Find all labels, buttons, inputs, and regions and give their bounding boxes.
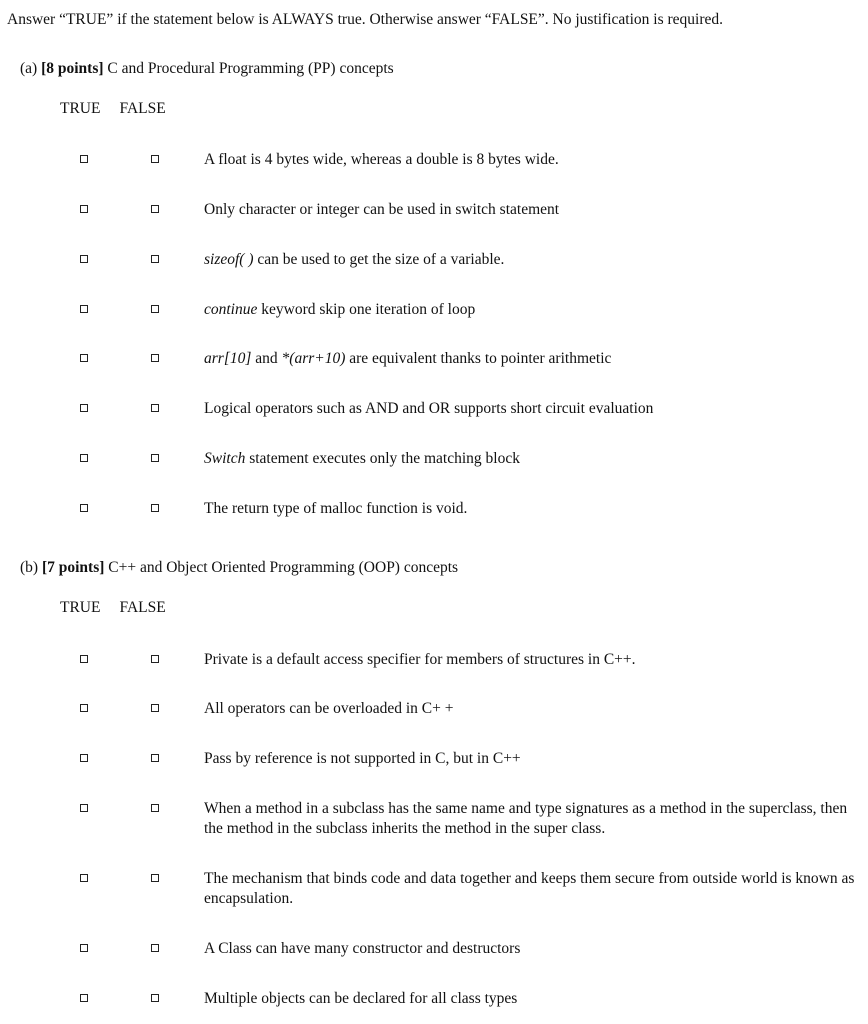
false-checkbox[interactable] xyxy=(151,754,159,762)
statement-text: Logical operators such as AND and OR supports short circuit evaluation xyxy=(204,400,654,417)
false-checkbox[interactable] xyxy=(151,655,159,663)
true-column-label: TRUE xyxy=(60,599,101,616)
statement-text: All operators can be overloaded in C+ + xyxy=(204,700,454,717)
true-checkbox[interactable] xyxy=(80,255,88,263)
section-b-label: (b) xyxy=(20,559,39,576)
false-checkbox[interactable] xyxy=(151,504,159,512)
statement-text: Switch statement executes only the matching block xyxy=(204,450,520,467)
section-a-heading: C and Procedural Programming (PP) concepts xyxy=(107,60,394,77)
false-checkbox[interactable] xyxy=(151,404,159,412)
true-checkbox[interactable] xyxy=(80,305,88,313)
false-checkbox[interactable] xyxy=(151,155,159,163)
false-checkbox[interactable] xyxy=(151,354,159,362)
statement-text: Multiple objects can be declared for all class types xyxy=(204,990,518,1007)
statement-text: arr[10] and *(arr+10) are equivalent thanks to pointer arithmetic xyxy=(204,350,612,367)
true-checkbox[interactable] xyxy=(80,205,88,213)
false-checkbox[interactable] xyxy=(151,874,159,882)
false-column-label: FALSE xyxy=(119,599,166,616)
false-checkbox[interactable] xyxy=(151,255,159,263)
statement-text: The return type of malloc function is void. xyxy=(204,500,468,517)
true-checkbox[interactable] xyxy=(80,155,88,163)
section-a-title xyxy=(20,60,394,78)
statement-text: Private is a default access specifier for members of structures in C++. xyxy=(204,651,636,668)
statement-text: A Class can have many constructor and destructors xyxy=(204,940,521,957)
instructions: Answer “TRUE” if the statement below is ALWAYS true. Otherwise answer “FALSE”. No justification is required. xyxy=(7,11,723,28)
false-checkbox[interactable] xyxy=(151,704,159,712)
statement-text: Pass by reference is not supported in C, but in C++ xyxy=(204,750,521,767)
section-b-heading: C++ and Object Oriented Programming (OOP) concepts xyxy=(108,559,459,576)
true-checkbox[interactable] xyxy=(80,655,88,663)
section-a-label: (a) xyxy=(20,60,38,77)
true-checkbox[interactable] xyxy=(80,754,88,762)
false-column-label: FALSE xyxy=(119,100,166,117)
true-checkbox[interactable] xyxy=(80,504,88,512)
true-checkbox[interactable] xyxy=(80,454,88,462)
true-column-label: TRUE xyxy=(60,100,101,117)
statement-text: The mechanism that binds code and data together and keeps them secure from outside world is known as encapsulation. xyxy=(204,870,855,907)
statement-text: continue keyword skip one iteration of loop xyxy=(204,301,476,318)
true-checkbox[interactable] xyxy=(80,704,88,712)
false-checkbox[interactable] xyxy=(151,205,159,213)
false-checkbox[interactable] xyxy=(151,944,159,952)
statement-text: When a method in a subclass has the same name and type signatures as a method in the superclass, then the method in the subclass inherits the method in the super class. xyxy=(204,800,848,837)
true-checkbox[interactable] xyxy=(80,354,88,362)
true-checkbox[interactable] xyxy=(80,994,88,1002)
section-b-title xyxy=(20,559,458,577)
section-a-points: [8 points] xyxy=(41,60,104,77)
true-checkbox[interactable] xyxy=(80,944,88,952)
statement-text: A float is 4 bytes wide, whereas a double is 8 bytes wide. xyxy=(204,151,559,168)
statement-text: Only character or integer can be used in switch statement xyxy=(204,201,560,218)
true-checkbox[interactable] xyxy=(80,804,88,812)
false-checkbox[interactable] xyxy=(151,454,159,462)
true-checkbox[interactable] xyxy=(80,874,88,882)
false-checkbox[interactable] xyxy=(151,994,159,1002)
statement-text: sizeof( ) can be used to get the size of a variable. xyxy=(204,251,505,268)
section-b-tf-header xyxy=(60,599,166,617)
false-checkbox[interactable] xyxy=(151,305,159,313)
section-a-tf-header xyxy=(60,100,166,118)
false-checkbox[interactable] xyxy=(151,804,159,812)
section-b-points: [7 points] xyxy=(41,559,105,576)
true-checkbox[interactable] xyxy=(80,404,88,412)
